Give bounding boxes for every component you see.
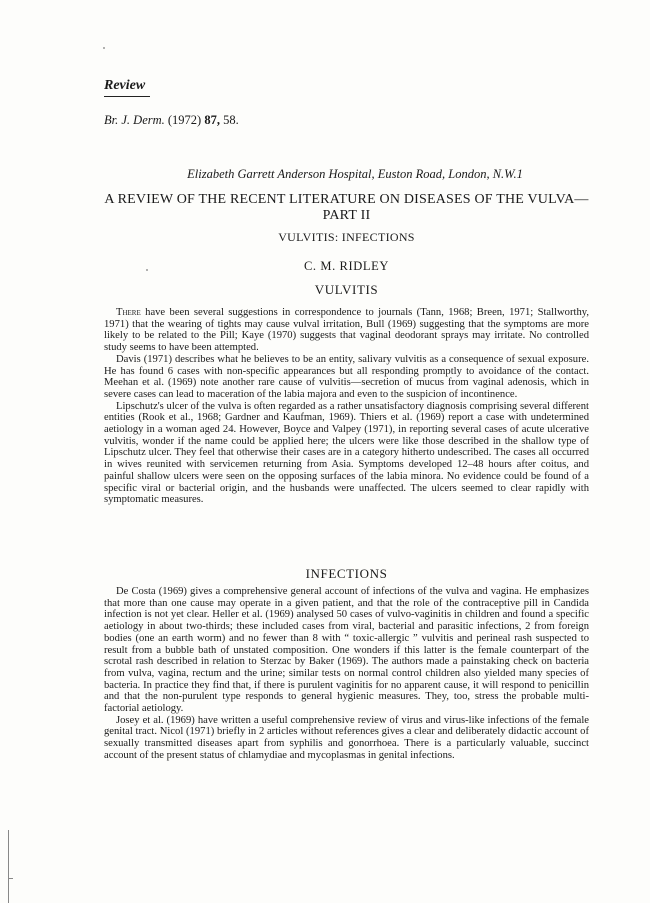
citation-page: 58. <box>223 113 239 127</box>
paragraph: Davis (1971) describes what he believes to be an entity, salivary vulvitis as a consequence of sexual exposure. He has found 6 cases with non-specific appearances but all responding promptly to avoidance of the contact. Meehan et al. (1969) note another rare cause of vulvitis—secretion of mucus from vaginal adenosis, which in severe cases can lead to maceration of the labia majora and even to the suspicion of incontinence. <box>104 353 589 400</box>
citation-journal: Br. J. Derm. <box>104 113 165 127</box>
heading-infections: INFECTIONS <box>305 566 388 581</box>
infections-body <box>104 586 589 762</box>
vulvitis-body <box>104 307 589 506</box>
paragraph: De Costa (1969) gives a comprehensive general account of infections of the vulva and vagina. He emphasizes that more than one cause may operate in a given patient, and that the role of the contraceptive pill in Candida infection is not yet clear. Heller et al. (1969) analysed 50 cases of vulvo-vaginitis in children and found a specific aetiology in about two-thirds; these included cases from viral, bacterial and parasitic infections, 2 from foreign bodies (one an earth worm) and no fewer than 8 with “ toxic-allergic ” vulvitis and perineal rash suspected to result from a bubble bath of unstated composition. One wonders if this latter is the female counterpart of the scrotal rash described in relation to Sterzac by Baker (1969). The authors made a painstaking check on bacteria from vulva, vagina, rectum and the urine; similar tests on normal control children also yielded many species of bacteria. In practice they find that, if there is purulent vaginitis for no apparent cause, it will respond to penicillin and that the non-purulent type responds to general hygienic measures. They, too, stress the probable multi-factorial aetiology. <box>104 586 589 715</box>
paragraph <box>104 307 589 354</box>
article-title: A REVIEW OF THE RECENT LITERATURE ON DISEASES OF THE VULVA—PART II <box>104 192 589 223</box>
paragraph-text: have been several suggestions in correspondence to journals (Tann, 1968; Breen, 1971; Stallworthy, 1971) that the wearing of tights may cause vulval irritation, Bull (1969) suggesting that the symptoms are more likely to be related to the Pill; Kaye (1970) suggests that vaginal deodorant sprays may irritate. No controlled study seems to have been attempted. <box>104 307 589 354</box>
scan-margin-line <box>8 830 9 903</box>
citation-year: (1972) <box>167 113 202 127</box>
lead-word: There <box>116 307 141 318</box>
journal-citation <box>104 113 239 128</box>
scan-speck <box>103 47 105 49</box>
scan-margin-tick <box>8 878 13 879</box>
scan-speck <box>146 269 148 271</box>
article-subtitle: VULVITIS: INFECTIONS <box>278 230 415 244</box>
heading-vulvitis: VULVITIS <box>314 282 379 297</box>
author-affiliation: Elizabeth Garrett Anderson Hospital, Euston Road, London, N.W.1 <box>187 167 523 181</box>
paragraph: Lipschutz's ulcer of the vulva is often regarded as a rather unsatisfactory diagnosis comprising several different entities (Rook et al., 1968; Gardner and Kaufman, 1969). Thiers et al. (1969) report a case with undetermined aetiology in a woman aged 24. However, Boyce and Valpey (1971), in reporting several cases of acute ulcerative vulvitis, wonder if the name could be applied here; the ulcers were like those described in the shallow type of Lipschutz ulcer. They feel that otherwise their cases are in a category hitherto undescribed. The cases all occurred in wives reunited with servicemen returning from Asia. Symptoms developed 12–48 hours after coitus, and painful shallow ulcers were seen on the opposing surfaces of the labia minora. No evidence could be found of a specific viral or bacterial origin, and the husbands were unaffected. The ulcers seemed to clear rapidly with symptomatic measures. <box>104 400 589 506</box>
section-label: Review <box>104 78 146 93</box>
citation-volume: 87, <box>204 113 220 127</box>
section-underline <box>104 96 150 97</box>
author-name: C. M. RIDLEY <box>304 259 389 273</box>
paragraph: Josey et al. (1969) have written a useful comprehensive review of virus and virus-like infections of the female genital tract. Nicol (1971) briefly in 2 articles without references gives a clear and deliberately didactic account of sexually transmitted diseases apart from syphilis and gonorrhoea. There is a particularly valuable, succinct account of the present status of chlamydiae and mycoplasmas in genital infections. <box>104 714 589 761</box>
